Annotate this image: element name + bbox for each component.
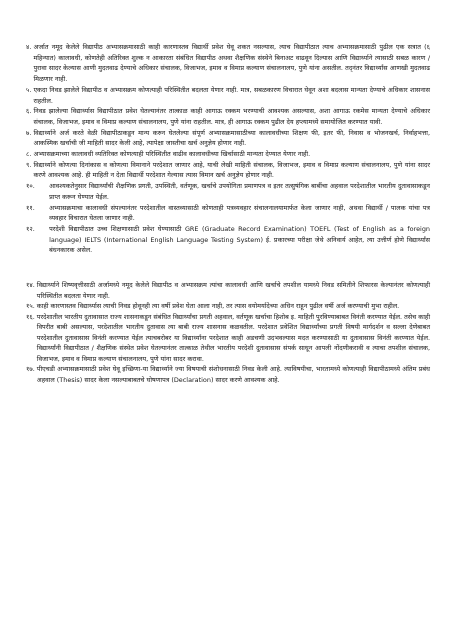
clause-11 — [26, 203, 430, 224]
clause-16 — [26, 312, 430, 365]
clause-15 — [26, 301, 430, 312]
clause-text: पीएचडी अभ्यासक्रमासाठी प्रवेश घेवू इच्छिणा-या विद्यार्थ्याने ज्या विषयाची संशोधनासाठी निवड केली आहे. त्याविषयीचा, भारतामध्ये कोणत्याही विद्यापीठामध्ये अंतिम प्रबंध अहवाल (Thesis) सादर केला नसल्याबाबतचे घोषणापत्र (Declaration) सादर करणे आवश्यक आहे. — [36, 365, 430, 384]
clause-14 — [26, 280, 430, 301]
clause-text: परदेशी विद्यापीठात उच्च शिक्षणासाठी प्रवेश घेण्यासाठी GRE (Graduate Record Examination) TOEFL (Test of English as a foreign language) IELTS (International English Language Testing System) ई. प्रकारच्या परीक्षा जेथे अनिवार्य आहेत, त्या उत्तीर्ण होणे विद्यार्थ्यांस बंधनकारक असेल. — [49, 224, 430, 255]
clause-number: ६. — [26, 107, 34, 116]
clause-text: अभ्यासक्रमाच्या कालावधी व्यतिरिक्त कोणत्याही परिस्थितीत वाढीव कालावधीच्या खिर्चासाठी मान्यता देण्यात येणार नाही. — [33, 150, 311, 159]
clause-text: आवश्यकतेनुसार विद्यार्थ्यांची शैक्षणिक प्रगती, उपस्थिती, वर्तणूक, खर्चाचे उपयोगिता प्रमाणपत्र व इतर तत्सुषंगिक बाबींचा अहवाल परदेशातील भारतीय दुतावासाकडून प्राप्त करून घेण्यात येईल. — [49, 182, 430, 201]
clause-number: ५. — [26, 85, 34, 94]
clause-number: ४. — [26, 43, 34, 51]
clause-text: विद्यार्थ्याने शिष्यवृत्तीसाठी अर्जामध्ये नमूद केलेले विद्यापीठ व अभ्यासक्रम त्यांचा कालावधी आणि खर्चाचे तपशील यामध्ये निवड समितीने शिफारस केल्यानंतर कोणत्याही परिस्थितीत बदलता येणार नाही. — [36, 281, 430, 300]
clause-text: विद्यार्थ्याने कोणत्या दिनांकास व कोणत्या विमानाने परदेशात जाणार आहे, याची लेखी माहिती संचालक, विजाभज, इमाव व विमाप्र कल्याण संचालनालय, पुणे यांना सादर करणे आवश्यक आहे. ही माहिती न देता विद्यार्थी परदेशात गेल्यास त्यास विमान खर्च अनुज्ञेय होणार नाही. — [33, 160, 430, 180]
clause-4 — [26, 42, 430, 85]
clause-5 — [26, 85, 430, 106]
clause-number: ७. — [26, 128, 34, 137]
clause-6 — [26, 106, 430, 127]
clause-7 — [26, 128, 430, 149]
clause-number: ११. — [26, 203, 50, 212]
clause-number: १७. — [26, 365, 37, 374]
clause-number: ९. — [26, 160, 34, 169]
clause-9 — [26, 160, 430, 181]
clause-number: १६. — [26, 312, 37, 321]
clause-text: एकदा निवड झालेले विद्यापीठ व अभ्यासक्रम कोणत्याही परिस्थितीत बदलता येणार नाही. मात्र, सबळकारण विचारात घेवून अशा बदलास मान्यता देण्याचे अधिकार शासनास राहतील. — [33, 85, 430, 105]
clause-8 — [26, 149, 430, 160]
clause-number: १०. — [26, 182, 50, 191]
clause-number: ८. — [26, 150, 34, 159]
clause-text: निवड झालेल्या विद्यार्थ्यास विद्यापीठात प्रवेश घेतल्यानंतर तात्काळ काही आगाऊ रक्कम भरण्याची आवश्यक असल्यास, अशा आगाऊ रकमेस मान्यता देण्याचे अधिकार संचालक, विजाभज, इमाव व विमाप्र कल्याण संचालनालय, पुणे यांना राहतील. मात्र, ही आगाऊ रक्कम पुढील देय हप्त्यामध्ये समायोजित करण्यात यावी. — [33, 107, 430, 126]
clause-number: १४. — [26, 281, 37, 290]
clause-number: १२. — [26, 224, 50, 233]
clause-12 — [26, 224, 430, 256]
clause-text: अभ्यासक्रमाचा कालावधी संपल्यानंतर परदेशातील वास्तव्यासाठी कोणताही पत्रव्यवहार संचालनालयामार्फत केला जाणार नाही, अथवा विद्यार्थी / पालक यांचा पत्र व्यवहार विचारात घेतला जाणार नाही. — [49, 203, 430, 223]
clause-text: काही कारणास्तव विद्यार्थ्यास त्याची निवड होवूनही त्या वर्षी प्रवेश घेता आला नाही, तर त्यास वयोमर्यादेच्या अधिन राहून पुढील वर्षी अर्ज करण्याची मुभा राहील. — [36, 302, 400, 311]
clause-10 — [26, 181, 430, 202]
document-page — [26, 42, 430, 385]
clause-number: १५. — [26, 302, 37, 311]
clause-text: विद्यार्थ्याने अर्ज करते वेळी विद्यापीठाकडून मान्य करुन घेतलेल्या संपूर्ण अभ्यासक्रमासाठीच्या कालावधीच्या शिक्षण फी, इतर फी, निवास व भोजनखर्च, निर्वाहभत्ता, आकस्मिक खर्चाची जी माहिती सादर केली आहे, त्यापेक्षा जास्तीचा खर्च अनुज्ञेय होणार नाही. — [33, 128, 430, 148]
clause-17 — [26, 364, 430, 385]
clause-text: परदेशातील भारतीय दुतावासात राज्य शासनाकडून संबंधित विद्यार्थ्यांचा प्रगती अहवाल, वर्तणूक खर्चाचा हिशोब इ. माहिती पुरविण्याबाबत विनंती करण्यात येईल. तसेच काही विपरीत बाबी असल्यास, परदेशातील भारतीय दुतावास त्या बाबी राज्य शासनास कळवतील. परदेशात प्रवेशित विद्यार्थ्यांच्या प्रगती विषयी मार्गदर्शन व सल्ला देणेबाबत परदेशातील दुतावासास विनंती करण्यात येईल त्याचबरोबर या विद्यार्थ्यांना परदेशात काही अडचणी उदभवल्यास मदत करण्यासाठी या दुतावासास विनंती करण्यात येईल. विद्यार्थ्यांनी विद्यापीठात / शैक्षणिक संस्थेत प्रवेश घेतल्यानंतर तात्काळ तेथील भारतीय परदेशी दुतावासास संपर्क साधून आपली नोंदणीकरावी व त्याचा तपशील संचालक, विजाभज, इमाव व विमाप्र कल्याण संचालनालय, पुणे यांना सादर करावा. — [36, 312, 430, 363]
section-gap — [26, 256, 430, 280]
clause-text: अर्जात नमूद केलेले विद्यापीठ अभ्यासक्रमासाठी काही कारणास्तव विद्यार्थी प्रवेश घेवू शकत नसल्यास, त्याच विद्यापीठात त्याच अभ्यासक्रमासाठी पुढील एक सत्रात (६ महिन्यात) कालावधी, कोणतेही अतिरिक्त शुल्क न आकारता संबंधित विद्यापीठ अथवा शैक्षणिक संस्थेने बिनाअट वाढवून दिल्यास आणि विद्यार्थ्याने त्यासाठी सबळ कारण / पुरावा सादर केल्यास आणी मुदतवाढ देण्याचे अधिकार संचालक, विजाभज, इमाव व विमाप्र कल्याण संचालनालय, पुणे यांना असतील. तद्नंतर विद्यार्थ्यांस आणखी मुदतवाढ मिळणार नाही. — [33, 43, 430, 84]
